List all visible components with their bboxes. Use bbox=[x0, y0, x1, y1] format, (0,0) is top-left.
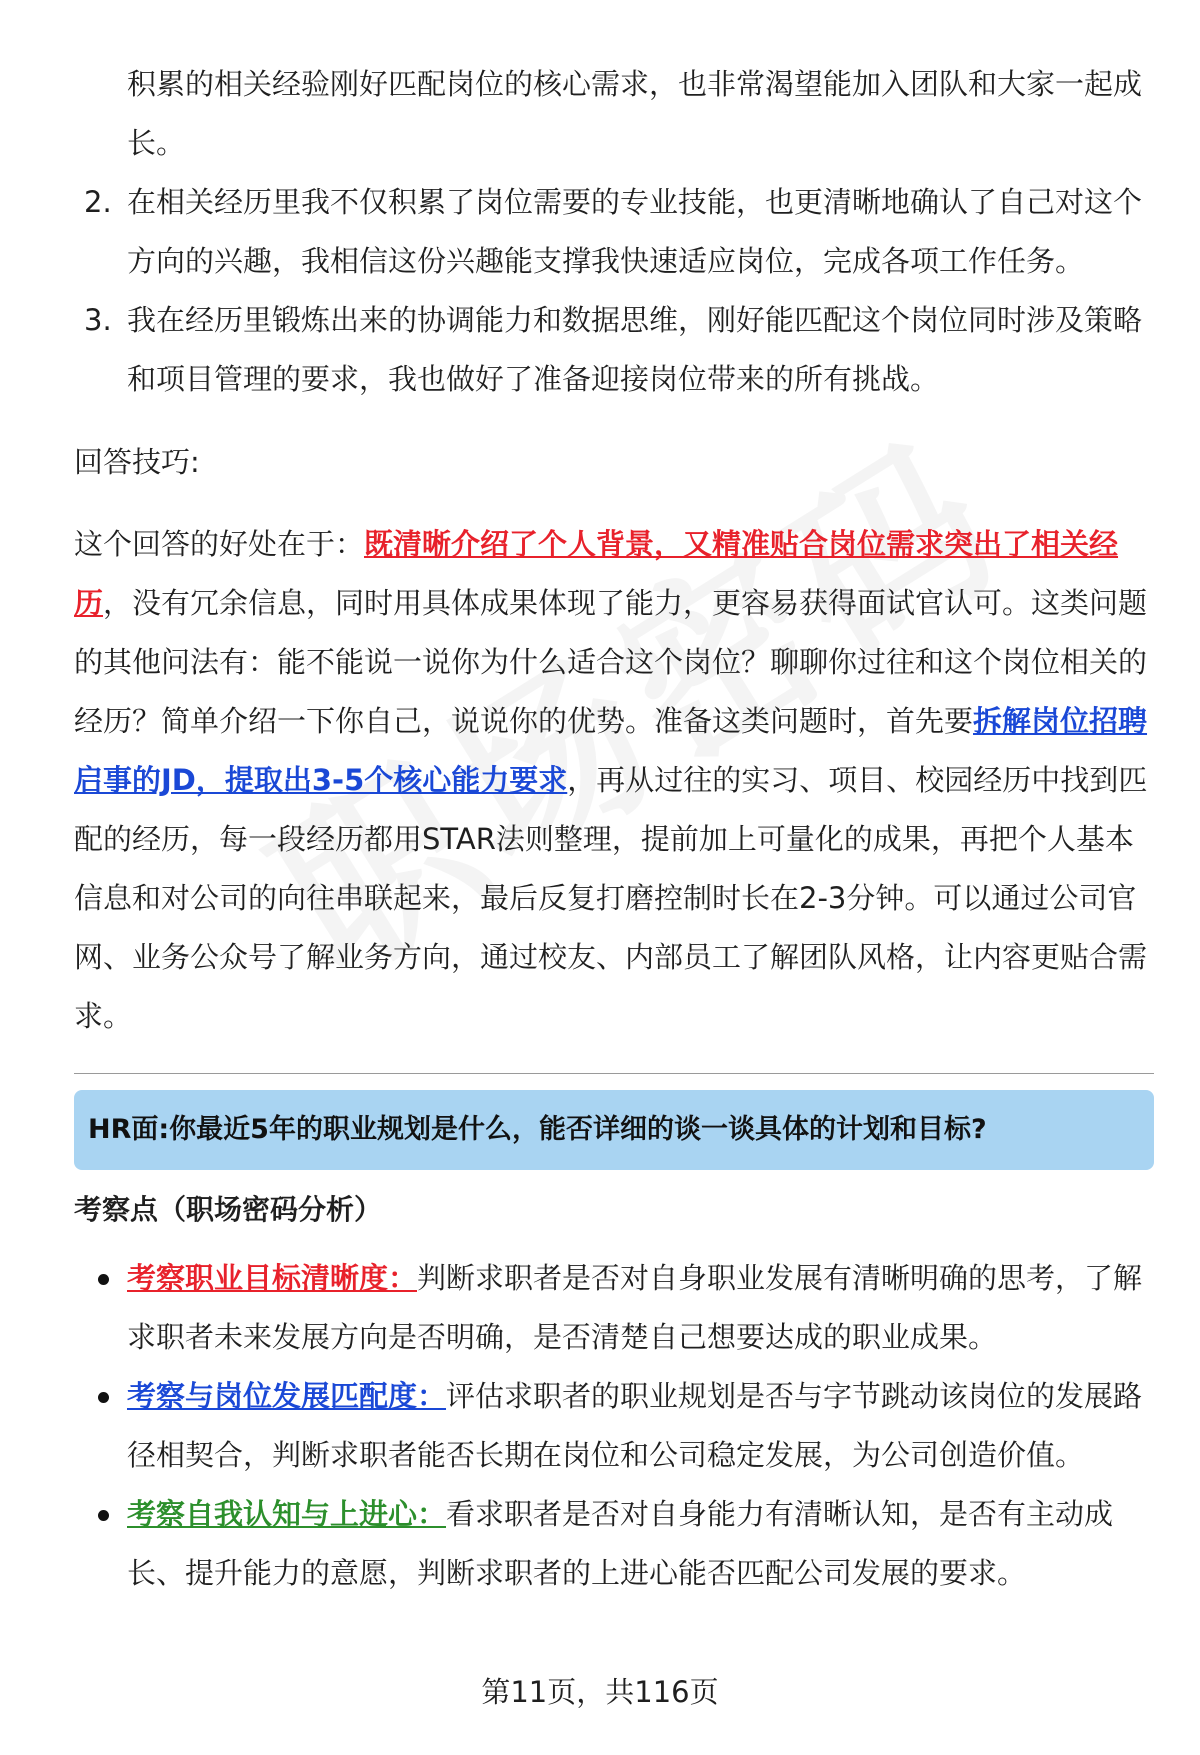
bullet-list bbox=[74, 1249, 1154, 1603]
bullet-item bbox=[74, 1485, 1154, 1603]
bullet-item bbox=[74, 1249, 1154, 1367]
list-number: 3. bbox=[84, 303, 112, 337]
tips-text: ，再从过往的实习、项目、校园经历中找到匹配的经历，每一段经历都用STAR法则整理，提前加上可量化的成果，再把个人基本信息和对公司的向往串联起来，最后反复打磨控制时长在2-3分钟。可以通过公司官网、业务公众号了解业务方向，通过校友、内部员工了解团队风格，让内容更贴合需求。 bbox=[74, 763, 1148, 1033]
bullet-label: 考察职业目标清晰度： bbox=[127, 1261, 418, 1295]
numbered-list bbox=[74, 173, 1154, 409]
bullet-text: 看求职者是否对自身能力有清晰认知，是否有主动成长、提升能力的意愿，判断求职者的上进心能否匹配公司发展的要求。 bbox=[127, 1497, 1114, 1590]
tips-highlight-red: 既清晰介绍了个人背景，又精准贴合岗位需求突出了相关经历 bbox=[74, 527, 1119, 620]
list-text: 在相关经历里我不仅积累了岗位需要的专业技能，也更清晰地确认了自己对这个方向的兴趣，我相信这份兴趣能支撑我快速适应岗位，完成各项工作任务。 bbox=[127, 185, 1143, 278]
bullet-dot-icon bbox=[98, 1510, 109, 1521]
tips-highlight-blue: 拆解岗位招聘启事的JD，提取出3-5个核心能力要求 bbox=[74, 704, 1148, 797]
list-item bbox=[74, 291, 1154, 409]
tips-paragraph bbox=[74, 515, 1154, 1046]
tips-text: ，没有冗余信息，同时用具体成果体现了能力，更容易获得面试官认可。这类问题的其他问法有：能不能说一说你为什么适合这个岗位？聊聊你过往和这个岗位相关的经历？简单介绍一下你自己，说说你的优势。准备这类问题时，首先要 bbox=[74, 586, 1148, 738]
bullet-dot-icon bbox=[98, 1392, 109, 1403]
bullet-item bbox=[74, 1367, 1154, 1485]
list-number: 2. bbox=[84, 185, 112, 219]
document-body bbox=[74, 55, 1154, 1603]
section-divider bbox=[74, 1073, 1154, 1074]
page-footer: 第11页，共116页 bbox=[481, 1675, 719, 1709]
tips-text: 这个回答的好处在于： bbox=[74, 527, 365, 561]
section-title: 考察点（职场密码分析） bbox=[74, 1193, 383, 1226]
bullet-text: 评估求职者的职业规划是否与字节跳动该岗位的发展路径相契合，判断求职者能否长期在岗位和公司稳定发展，为公司创造价值。 bbox=[127, 1379, 1143, 1472]
question-heading: HR面:你最近5年的职业规划是什么，能否详细的谈一谈具体的计划和目标? bbox=[74, 1090, 1154, 1170]
bullet-label: 考察自我认知与上进心： bbox=[127, 1497, 447, 1531]
list-text: 我在经历里锻炼出来的协调能力和数据思维，刚好能匹配这个岗位同时涉及策略和项目管理的要求，我也做好了准备迎接岗位带来的所有挑战。 bbox=[127, 303, 1143, 396]
bullet-label: 考察与岗位发展匹配度： bbox=[127, 1379, 447, 1413]
tips-label: 回答技巧: bbox=[74, 445, 200, 479]
intro-continuation: 积累的相关经验刚好匹配岗位的核心需求，也非常渴望能加入团队和大家一起成长。 bbox=[127, 67, 1143, 160]
list-item bbox=[74, 173, 1154, 291]
bullet-text: 判断求职者是否对自身职业发展有清晰明确的思考，了解求职者未来发展方向是否明确，是否清楚自己想要达成的职业成果。 bbox=[127, 1261, 1143, 1354]
bullet-dot-icon bbox=[98, 1274, 109, 1285]
